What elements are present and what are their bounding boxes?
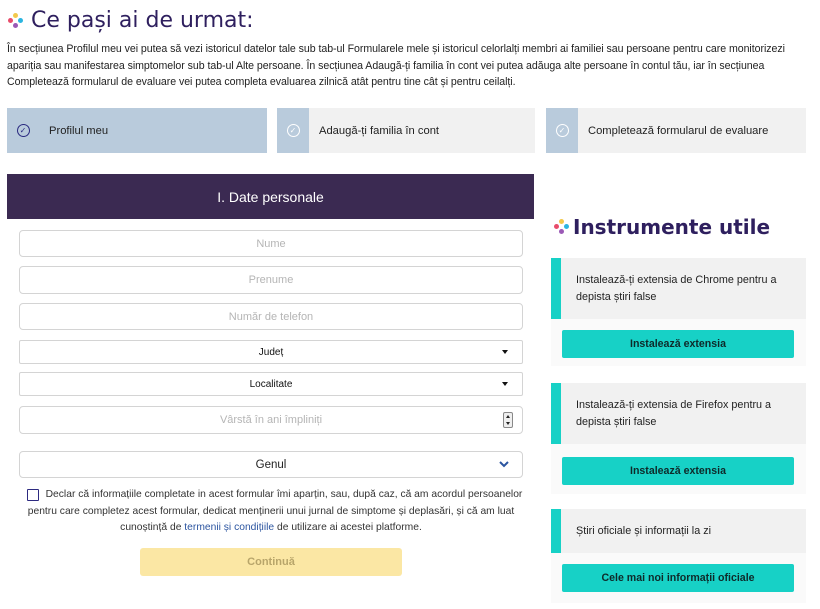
official-news-button[interactable]: Cele mai noi informații oficiale bbox=[562, 564, 794, 592]
nume-field-wrap bbox=[19, 230, 523, 257]
localitate-select[interactable] bbox=[19, 372, 523, 396]
tool-card-chrome bbox=[551, 258, 806, 350]
tool-card-text: Instalează-ți extensia de Firefox pentru a depista știri false bbox=[551, 383, 806, 444]
consent-text-before: Declar că informațiile completate in acest formular îmi aparțin, sau, după caz, că am acordul persoanelor pentru care completez acest formular, dedicat menținerii unui jurnal de simptome și deplasări, și că am luat cunoștință de bbox=[27, 489, 523, 534]
tool-card-text: Instalează-ți extensia de Chrome pentru a depista știri false bbox=[551, 258, 806, 319]
logo-icon bbox=[554, 219, 570, 235]
logo-icon bbox=[8, 13, 24, 29]
consent-text bbox=[19, 487, 523, 537]
prenume-field-wrap bbox=[19, 266, 523, 294]
intro-text: În secțiunea Profilul meu vei putea să vezi istoricul datelor tale sub tab-ul Formularele mele și istoricul celorlalți membri ai familiei sau persoane pentru care monitorizezi apariția sau manifestarea simptomelor sub tab-ul Alte persoane. În secțiunea Adaugă-ți familia în cont vei putea adăuga alte persoane în contul tău, iar în secțiunea Completează formularul de evaluare vei putea completa evaluarea zilnică atât pentru tine cât și pentru ceilalți. bbox=[7, 43, 785, 88]
caret-down-icon bbox=[502, 382, 508, 386]
caret-down-icon bbox=[502, 350, 508, 354]
spin-down-icon[interactable] bbox=[506, 422, 510, 425]
tool-card-text: Știri oficiale și informații la zi bbox=[551, 509, 806, 553]
check-circle-icon: ✓ bbox=[277, 108, 309, 153]
chevron-down-icon bbox=[498, 459, 510, 469]
tool-card-news bbox=[551, 509, 806, 584]
step-label: Profilul meu bbox=[49, 124, 109, 137]
nume-input[interactable] bbox=[20, 231, 522, 256]
continue-button[interactable]: Continuă bbox=[140, 548, 402, 576]
genul-select[interactable] bbox=[19, 451, 523, 478]
page-title: Ce pași ai de urmat: bbox=[31, 8, 254, 33]
step-completeaza-formularul[interactable] bbox=[546, 108, 806, 153]
step-label: Completează formularul de evaluare bbox=[588, 124, 769, 137]
tools-title: Instrumente utile bbox=[573, 215, 771, 239]
localitate-select-value: Localitate bbox=[249, 378, 293, 390]
judet-select[interactable] bbox=[19, 340, 523, 364]
terms-link[interactable]: termenii și condițiile bbox=[184, 522, 275, 534]
telefon-input[interactable] bbox=[20, 304, 522, 329]
form-section-header: I. Date personale bbox=[7, 174, 534, 219]
genul-select-value: Genul bbox=[255, 458, 287, 471]
check-circle-icon: ✓ bbox=[546, 108, 578, 153]
install-firefox-button[interactable]: Instalează extensia bbox=[562, 457, 794, 485]
step-profilul-meu[interactable] bbox=[7, 108, 267, 153]
step-adauga-familia[interactable] bbox=[277, 108, 535, 153]
prenume-input[interactable] bbox=[20, 267, 522, 293]
judet-select-value: Județ bbox=[258, 346, 284, 358]
consent-text-after: de utilizare ai acestei platforme. bbox=[274, 522, 422, 534]
step-label: Adaugă-ți familia în cont bbox=[319, 124, 440, 137]
varsta-input[interactable] bbox=[20, 407, 522, 433]
telefon-field-wrap bbox=[19, 303, 523, 330]
tool-card-firefox bbox=[551, 383, 806, 477]
install-chrome-button[interactable]: Instalează extensia bbox=[562, 330, 794, 358]
varsta-field-wrap bbox=[19, 406, 523, 434]
check-circle-icon: ✓ bbox=[7, 108, 39, 153]
number-spinner[interactable] bbox=[503, 412, 513, 428]
spin-up-icon[interactable] bbox=[506, 415, 510, 418]
